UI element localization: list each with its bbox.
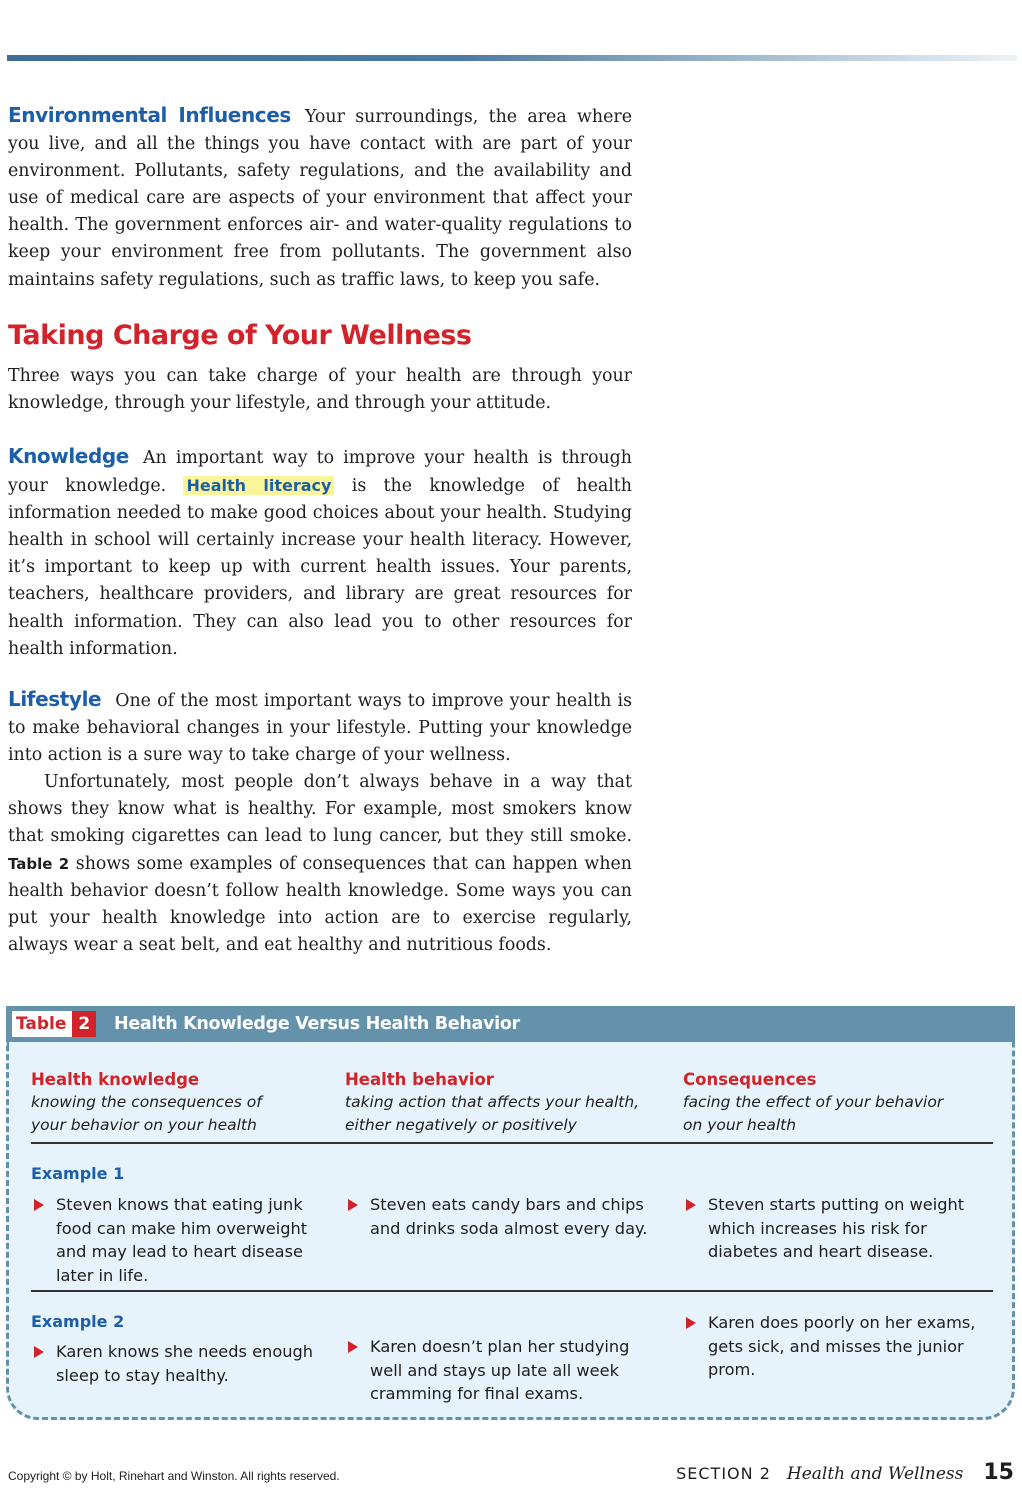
- section-intro: [8, 363, 632, 417]
- column-subheading: knowing the consequences of: [31, 1093, 262, 1111]
- example-2-consequence: [683, 1311, 997, 1382]
- column-heading: Health behavior: [345, 1070, 494, 1089]
- example-1-knowledge: [31, 1193, 327, 1287]
- arrow-bullet-icon: [348, 1341, 358, 1353]
- health-literacy-term[interactable]: Health literacy: [183, 476, 334, 495]
- column-subheading: taking action that affects your health,: [345, 1093, 640, 1111]
- arrow-bullet-icon: [686, 1317, 696, 1329]
- column-heading: Health knowledge: [31, 1070, 200, 1089]
- section-intro-text: Three ways you can take charge of your health are through your knowledge, through your lifestyle, and through your attitude.: [8, 366, 632, 414]
- example-1-knowledge-text: Steven knows that eating junk food can make him overweight and may lead to heart disease later in life.: [56, 1195, 308, 1285]
- environmental-text: Your surroundings, the area where you live, and all the things you have contact with are part of your environment. Pollutants, safety regulations, and the availability and use of medical care are aspects of your environment that affect your health. The government enforces air- and water-quality regulations to keep your environment free from pollutants. The government also maintains safety regulations, such as traffic laws, to keep you safe.: [8, 107, 632, 290]
- table-2: [6, 1006, 1015, 1420]
- page-number: 15: [983, 1460, 1014, 1485]
- example-1-behavior: [345, 1193, 665, 1240]
- table-tag: [12, 1011, 96, 1037]
- example-2-behavior: [345, 1335, 665, 1406]
- knowledge-text-before: An important way to improve your health is through your knowledge.: [8, 448, 632, 497]
- example-2-knowledge-text: Karen knows she needs enough sleep to stay healthy.: [56, 1342, 314, 1385]
- table-tag-number: 2: [72, 1011, 96, 1037]
- column-header-consequences: [683, 1068, 983, 1137]
- column-subheading: either negatively or positively: [345, 1116, 577, 1134]
- column-header-knowledge: [31, 1068, 331, 1137]
- footer-title: Health and Wellness: [786, 1464, 964, 1484]
- knowledge-heading: Knowledge: [8, 444, 129, 468]
- column-subheading: facing the effect of your behavior: [683, 1093, 944, 1111]
- arrow-bullet-icon: [34, 1346, 44, 1358]
- example-1-consequence-text: Steven starts putting on weight which increases his risk for diabetes and heart disease.: [708, 1195, 965, 1261]
- arrow-bullet-icon: [34, 1199, 44, 1211]
- table-tag-label: Table: [16, 1014, 67, 1034]
- knowledge-paragraph: [8, 443, 632, 663]
- example-1-label: Example 1: [31, 1164, 125, 1183]
- example-2-label: Example 2: [31, 1312, 125, 1331]
- running-footer: [676, 1460, 1014, 1485]
- lifestyle-text: One of the most important ways to improve your health is to make behavioral changes in your lifestyle. Putting your knowledge into action is a sure way to take charge of your wellness.: [8, 691, 632, 766]
- copyright-notice: Copyright © by Holt, Rinehart and Winston. All rights reserved.: [8, 1469, 340, 1483]
- lifestyle-p2-before: Unfortunately, most people don’t always behave in a way that shows they know what is healthy. For example, most smokers know that smoking cigarettes can lead to lung cancer, but they still smoke.: [8, 772, 632, 847]
- example-2-consequence-text: Karen does poorly on her exams, gets sick, and misses the junior prom.: [708, 1313, 976, 1379]
- knowledge-text-after: is the knowledge of health information needed to make good choices about your health. Studying health in school will certainly increase your health literacy. However, it’s important to keep up with current health issues. Your parents, teachers, healthcare providers, and library are great resources for health information. They can also lead you to other resources for health information.: [8, 476, 632, 659]
- table-header-bar: [6, 1006, 1015, 1042]
- lifestyle-heading: Lifestyle: [8, 687, 102, 711]
- example-1-consequence: [683, 1193, 983, 1264]
- table-divider: [31, 1142, 993, 1144]
- column-subheading: your behavior on your health: [31, 1116, 257, 1134]
- example-2-knowledge: [31, 1340, 321, 1387]
- example-2-behavior-text: Karen doesn’t plan her studying well and stays up late all week cramming for final exams.: [370, 1337, 630, 1403]
- table-body: [6, 1042, 1015, 1420]
- column-subheading: on your health: [683, 1116, 797, 1134]
- environmental-paragraph: [8, 102, 632, 294]
- lifestyle-p2-after: shows some examples of consequences that can happen when health behavior doesn’t follow health knowledge. Some ways you can put your health knowledge into action are to exercise regularly, always wear a seat belt, and eat healthy and nutritious foods.: [8, 853, 633, 955]
- lifestyle-paragraphs: [8, 686, 632, 959]
- environmental-heading: Environmental Influences: [8, 103, 291, 127]
- footer-section: SECTION 2: [676, 1464, 771, 1483]
- column-heading: Consequences: [683, 1070, 817, 1089]
- arrow-bullet-icon: [348, 1199, 358, 1211]
- example-1-behavior-text: Steven eats candy bars and chips and drinks soda almost every day.: [370, 1195, 648, 1238]
- section-title: Taking Charge of Your Wellness: [8, 320, 472, 351]
- table-divider: [31, 1290, 993, 1292]
- top-rule: [7, 55, 1017, 61]
- column-header-behavior: [345, 1068, 675, 1137]
- table-reference-link[interactable]: Table 2: [8, 854, 70, 873]
- table-title: Health Knowledge Versus Health Behavior: [114, 1014, 520, 1034]
- arrow-bullet-icon: [686, 1199, 696, 1211]
